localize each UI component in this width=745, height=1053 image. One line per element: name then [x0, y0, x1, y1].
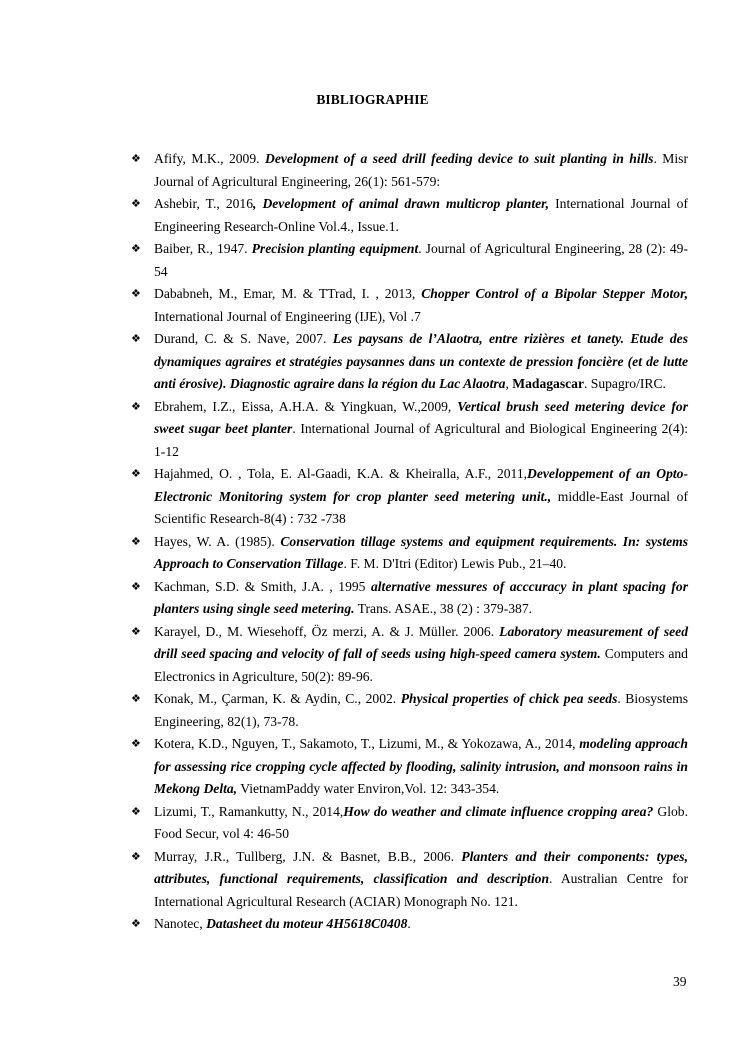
bibliography-entry [131, 688, 688, 733]
entry-details: . [407, 916, 411, 931]
entry-bold-text: Madagascar [512, 376, 584, 391]
entry-title: Les paysans de l’Alaotra, entre rizières et tanety. Etude des dynamiques agraires et stratégies paysannes dans un contexte de pression foncière (et de lutte anti érosive). Diagnostic agraire dans la région du Lac Alaotra [154, 331, 688, 391]
entry-authors: Baiber, R., 1947. [154, 241, 252, 256]
bibliography-entry [131, 396, 688, 464]
bibliography-entry [131, 531, 688, 576]
entry-details: Trans. ASAE., 38 (2) : 379-387. [354, 601, 533, 616]
entry-details: . Misr Journal of Agricultural Engineering, 26(1): 561-579: [154, 151, 688, 189]
bibliography-entry [131, 846, 688, 914]
diamond-bullet-icon: ❖ [131, 153, 141, 165]
page-number: 39 [673, 974, 687, 989]
entry-details: Glob. Food Secur, vol 4: 46-50 [154, 803, 689, 841]
bibliography-entry [131, 148, 688, 193]
diamond-bullet-icon: ❖ [131, 850, 141, 863]
entry-details: . Biosystems Engineering, 82(1), 73-78. [154, 691, 688, 729]
diamond-bullet-icon: ❖ [131, 243, 141, 255]
entry-title: Development of a seed drill feeding device to suit planting in hills [265, 151, 654, 166]
entry-authors: Karayel, D., M. Wiesehoff, Öz merzi, A. & J. Müller. 2006. [154, 623, 500, 639]
diamond-bullet-icon: ❖ [131, 805, 141, 818]
entry-details: VietnamPaddy water Environ,Vol. 12: 343-354. [237, 781, 500, 796]
diamond-bullet-icon: ❖ [131, 198, 141, 210]
entry-details: . Supagro/IRC. [583, 376, 666, 391]
bibliography-entry [131, 801, 688, 846]
entry-authors: Ashebir, T., 2016 [154, 196, 254, 211]
entry-title: Conservation tillage systems and equipment requirements. In: systems Approach to Conservation Tillage [154, 533, 689, 571]
entry-separator: , [505, 376, 513, 391]
entry-details: . Australian Centre for International Agricultural Research (ACIAR) Monograph No. 121. [154, 871, 688, 909]
entry-authors: Konak, M., Çarman, K. & Aydin, C., 2002. [154, 691, 401, 706]
entry-authors: Afify, M.K., 2009. [154, 151, 265, 166]
diamond-bullet-icon: ❖ [131, 333, 141, 345]
entry-title: Planters and their components: types, attributes, functional requirements, classification and description [154, 848, 688, 886]
bibliography-entry [131, 463, 688, 531]
diamond-bullet-icon: ❖ [131, 400, 141, 413]
entry-title: Developpement of an Opto-Electronic Monitoring system for crop planter seed metering unit., [154, 466, 688, 504]
diamond-bullet-icon: ❖ [131, 468, 141, 480]
entry-details: . Journal of Agricultural Engineering, 28 (2): 49-54 [154, 241, 689, 279]
diamond-bullet-icon: ❖ [131, 625, 141, 638]
entry-authors: Lizumi, T., Ramankutty, N., 2014, [154, 803, 344, 819]
entry-authors: Nanotec, [154, 916, 207, 931]
entry-details: Computers and Electronics in Agriculture, 50(2): 89-96. [154, 646, 688, 684]
bibliography-entry [131, 576, 688, 621]
bibliography-list [131, 148, 688, 936]
entry-title: Chopper Control of a Bipolar Stepper Motor, [421, 286, 689, 301]
entry-authors: Kotera, K.D., Nguyen, T., Sakamoto, T., Lizumi, M., & Yokozawa, A., 2014, [154, 736, 580, 751]
entry-title: Precision planting equipment [251, 241, 419, 256]
entry-authors: Ebrahem, I.Z., Eissa, A.H.A. & Yingkuan, W.,2009, [154, 398, 458, 414]
diamond-bullet-icon: ❖ [131, 738, 141, 750]
diamond-bullet-icon: ❖ [131, 918, 141, 930]
bibliography-entry [131, 913, 688, 936]
bibliography-entry [131, 193, 688, 238]
entry-title: alternative messures of acccuracy in plant spacing for planters using single seed metering. [154, 578, 688, 616]
entry-title: Laboratory measurement of seed drill seed spacing and velocity of fall of seeds using high-speed camera system. [154, 623, 688, 661]
diamond-bullet-icon: ❖ [131, 535, 141, 548]
entry-authors: Murray, J.R., Tullberg, J.N. & Basnet, B.B., 2006. [154, 848, 462, 864]
entry-details: International Journal of Engineering Research-Online Vol.4., Issue.1. [154, 196, 688, 234]
diamond-bullet-icon: ❖ [131, 693, 141, 705]
diamond-bullet-icon: ❖ [131, 288, 141, 300]
entry-authors: Kachman, S.D. & Smith, J.A. , 1995 [154, 578, 371, 594]
bibliography-entry [131, 328, 688, 396]
page-title: BIBLIOGRAPHIE [316, 92, 429, 107]
entry-details: . F. M. D'Itri (Editor) Lewis Pub., 21–40. [343, 556, 567, 571]
bibliography-entry [131, 238, 688, 283]
entry-authors: Dababneh, M., Emar, M. & TTrad, I. , 2013, [154, 286, 422, 301]
entry-details: International Journal of Engineering (IJE), Vol .7 [154, 308, 421, 324]
entry-authors: Hayes, W. A. (1985). [154, 533, 281, 549]
entry-authors: Durand, C. & S. Nave, 2007. [154, 331, 333, 346]
entry-title: How do weather and climate influence cropping area? [343, 803, 654, 819]
entry-details: . International Journal of Agricultural and Biological Engineering 2(4): 1-12 [154, 421, 688, 459]
entry-authors: Hajahmed, O. , Tola, E. Al-Gaadi, K.A. & Kheiralla, A.F., 2011, [154, 466, 528, 481]
entry-title: modeling approach for assessing rice cropping cycle affected by flooding, salinity intrusion, and monsoon rains in Mekong Delta, [154, 736, 688, 796]
bibliography-entry [131, 733, 688, 801]
entry-details: middle-East Journal of Scientific Research-8(4) : 732 -738 [154, 488, 688, 526]
diamond-bullet-icon: ❖ [131, 580, 141, 593]
entry-title: Datasheet du moteur 4H5618C0408 [206, 916, 408, 931]
entry-title: Vertical brush seed metering device for sweet sugar beet planter [154, 398, 688, 436]
bibliography-entry [131, 621, 688, 689]
entry-title: , Development of animal drawn multicrop planter, [253, 196, 550, 211]
entry-title: Physical properties of chick pea seeds [400, 691, 618, 706]
bibliography-entry [131, 283, 688, 328]
